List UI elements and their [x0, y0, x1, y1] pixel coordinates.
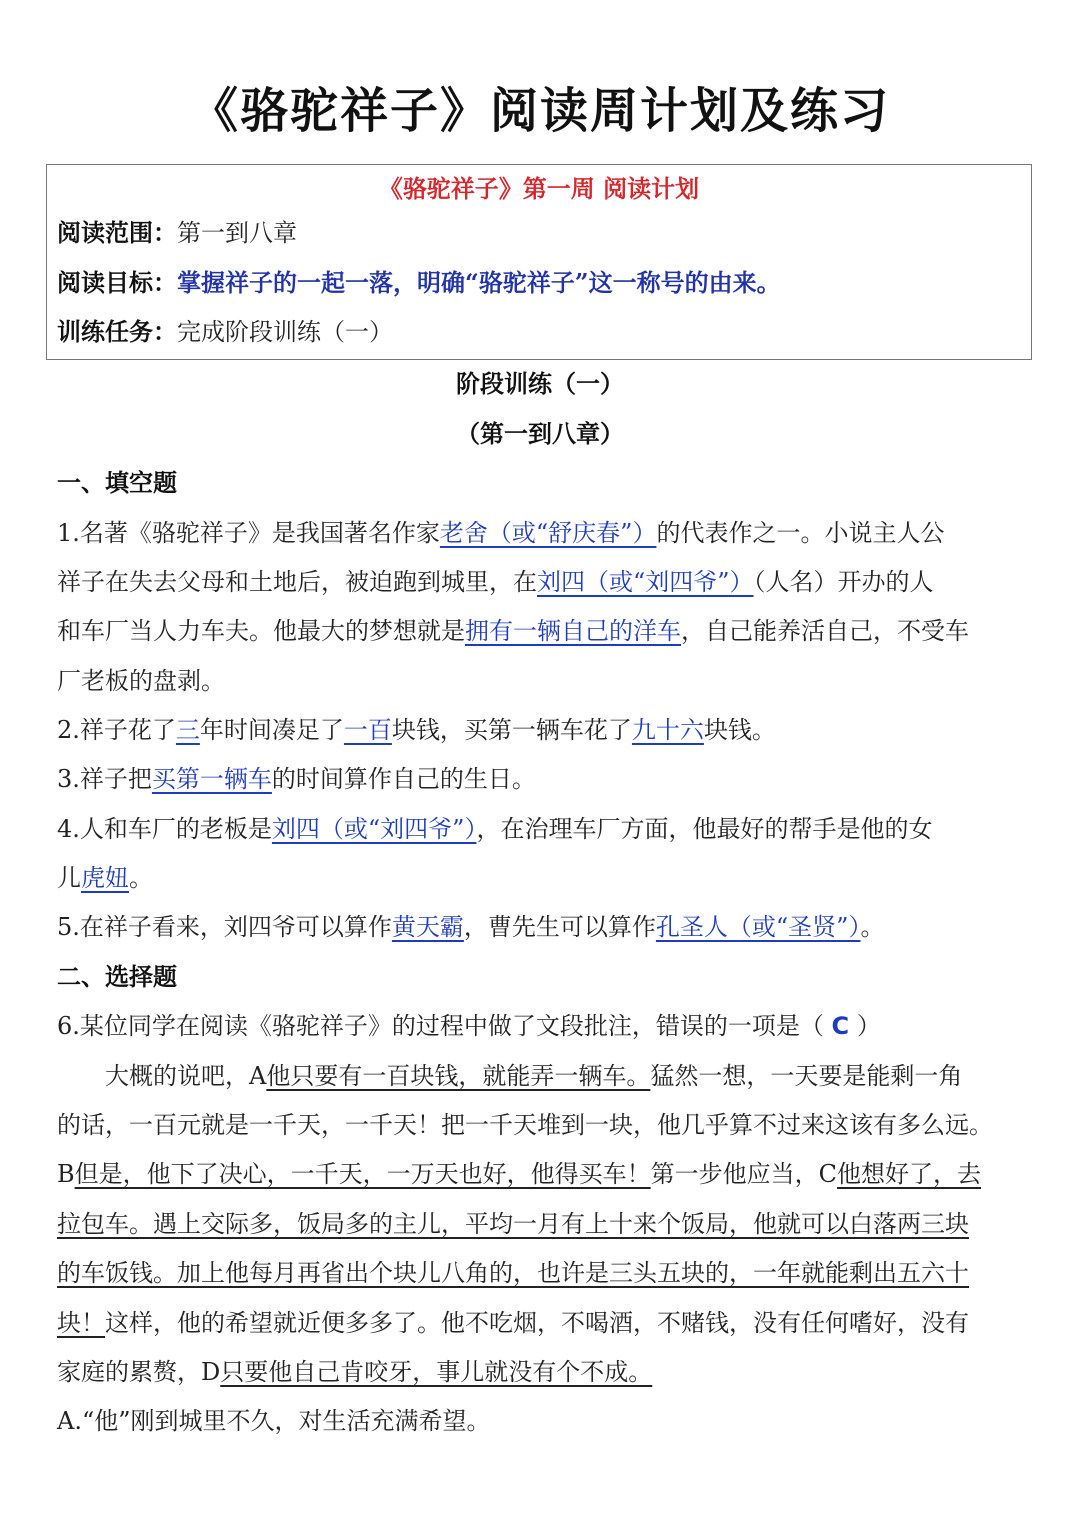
text: 年时间凑足了	[199, 716, 344, 744]
question-1-line-2	[57, 562, 934, 597]
plan-goal-label: 阅读目标：	[57, 268, 177, 297]
answer-q2-savings: 一百	[343, 716, 392, 744]
text: 大概的说吧，A	[105, 1062, 267, 1090]
annotated-text-b: 但是，他下了决心，一千天，一万天也好，他得买车！	[74, 1160, 651, 1188]
answer-q5-cao: 孔圣人（或“圣贤”）	[655, 913, 861, 941]
text: 。	[129, 864, 153, 892]
text: ）	[856, 1012, 881, 1040]
answer-q1-owner: 刘四（或“刘四爷”）	[537, 568, 754, 596]
text: 。	[860, 913, 885, 941]
question-3	[57, 759, 536, 794]
text: 祥子在失去父母和土地后，被迫跑到城里，在	[57, 568, 537, 596]
annotated-text-c: 块！	[57, 1309, 105, 1337]
question-1-line-1	[57, 513, 944, 548]
text: 4.人和车厂的老板是	[57, 815, 272, 843]
passage-line-2: 的话，一百元就是一千天，一千天！把一千天堆到一块，他几乎算不过来这该有多么远。	[57, 1111, 993, 1139]
question-2	[57, 710, 776, 745]
answer-q6: C	[831, 1012, 850, 1040]
passage-line-7	[57, 1352, 652, 1387]
question-1-line-4: 厂老板的盘剥。	[57, 667, 225, 695]
answer-q1-dream: 拥有一辆自己的洋车	[465, 617, 681, 645]
text: 的时间算作自己的生日。	[271, 765, 536, 793]
annotated-text-c: 的车饭钱。加上他每月再省出个块儿八角的，也许是三头五块的，一年就能剩出五六十	[57, 1259, 969, 1287]
text: ，在治理车厂方面，他最好的帮手是他的女	[476, 815, 933, 843]
annotated-text-c: 拉包车。遇上交际多，饭局多的主儿，平均一月有上十来个饭局，他就可以白落两三块	[57, 1210, 969, 1238]
text: 块钱。	[703, 716, 776, 744]
passage-line-1	[105, 1056, 962, 1091]
option-a: A.“他”刚到城里不久，对生活充满希望。	[57, 1407, 491, 1435]
question-6-stem	[57, 1006, 881, 1041]
question-5	[57, 907, 884, 942]
text: 块钱，买第一辆车花了	[391, 716, 632, 744]
passage-line-3	[57, 1154, 981, 1189]
text: 2.祥子花了	[57, 716, 176, 744]
plan-goal-value: 掌握祥子的一起一落，明确“骆驼祥子”这一称号的由来。	[177, 268, 781, 297]
answer-q3: 买第一辆车	[151, 765, 272, 793]
text: 猛然一想，一天要是能剩一角	[650, 1062, 963, 1090]
annotated-text-a: 他只要有一百块钱，就能弄一辆车。	[266, 1062, 651, 1090]
text: 第一步他应当，C	[650, 1160, 838, 1188]
section-heading-choice: 二、选择题	[57, 962, 177, 991]
passage-line-6	[57, 1303, 969, 1338]
answer-q2-price: 九十六	[631, 716, 704, 744]
reading-plan-box	[46, 164, 1032, 360]
text: 儿	[57, 864, 81, 892]
text: 6.某位同学在阅读《骆驼祥子》的过程中做了文段批注，错误的一项是（	[57, 1012, 824, 1040]
text: 家庭的累赘，D	[57, 1358, 221, 1386]
text: 5.在祥子看来，刘四爷可以算作	[57, 913, 392, 941]
training-title: 阶段训练（一）	[456, 369, 624, 398]
plan-goal-row	[57, 263, 781, 298]
answer-q2-years: 三	[175, 716, 200, 744]
text: 这样，他的希望就近便多多了。他不吃烟，不喝酒，不赌钱，没有任何嗜好，没有	[105, 1309, 969, 1337]
passage-line-4	[57, 1204, 969, 1239]
question-4-line-2	[57, 858, 153, 893]
question-4-line-1	[57, 809, 932, 844]
plan-task-value: 完成阶段训练（一）	[177, 318, 393, 346]
annotated-text-c: 他想好了，去	[837, 1160, 982, 1188]
plan-task-row	[57, 312, 393, 347]
text: 的代表作之一。小说主人公	[656, 519, 945, 547]
passage-line-5	[57, 1253, 969, 1288]
training-subtitle: （第一到八章）	[456, 419, 624, 448]
question-1-line-3	[57, 611, 969, 646]
answer-q4-owner: 刘四（或“刘四爷”）	[271, 815, 477, 843]
section-heading-fill-in: 一、填空题	[57, 468, 177, 497]
text: 1.名著《骆驼祥子》是我国著名作家	[57, 519, 440, 547]
plan-task-label: 训练任务：	[57, 317, 177, 346]
answer-q5-liu: 黄天霸	[391, 913, 464, 941]
plan-range-label: 阅读范围：	[57, 218, 177, 247]
plan-heading: 《骆驼祥子》第一周 阅读计划	[378, 174, 700, 203]
text: （人名）开办的人	[753, 568, 934, 596]
plan-range-value: 第一到八章	[177, 219, 297, 247]
answer-q1-author: 老舍（或“舒庆春”）	[439, 519, 657, 547]
annotated-text-d: 只要他自己肯咬牙，事儿就没有个不成。	[220, 1358, 653, 1386]
document-title: 《骆驼祥子》阅读周计划及练习	[189, 83, 890, 139]
text: B	[57, 1160, 75, 1188]
plan-range-row	[57, 213, 297, 248]
text: ，曹先生可以算作	[463, 913, 656, 941]
text: 和车厂当人力车夫。他最大的梦想就是	[57, 617, 465, 645]
text: ，自己能养活自己，不受车	[681, 617, 969, 645]
answer-q4-daughter: 虎妞	[81, 864, 129, 892]
text: 3.祥子把	[57, 765, 152, 793]
